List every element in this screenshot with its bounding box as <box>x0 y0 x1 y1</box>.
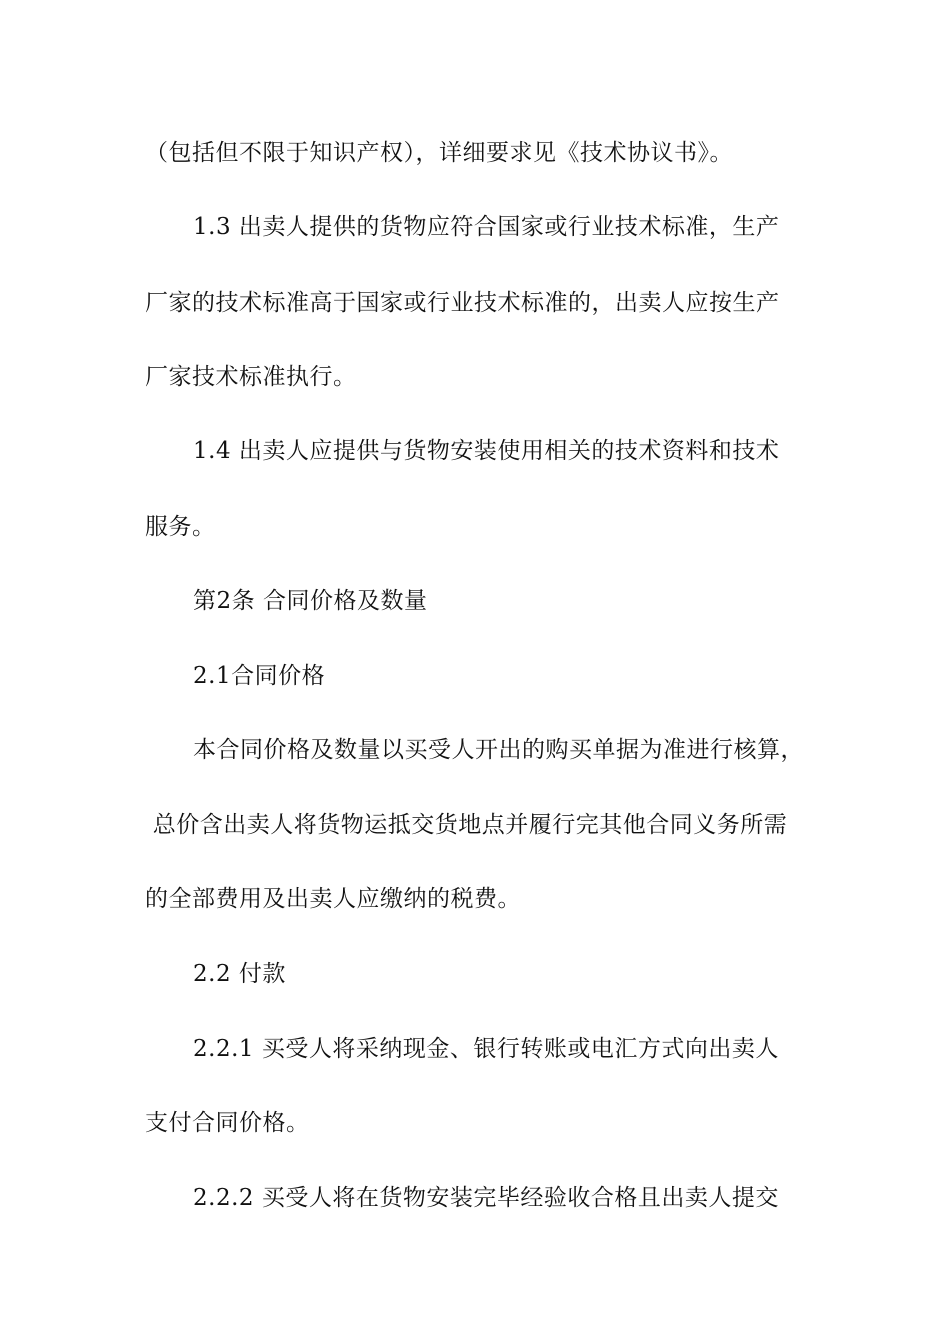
text-line: 服务。 <box>145 514 216 540</box>
text-line: 厂家的技术标准高于国家或行业技术标准的，出卖人应按生产 <box>145 290 780 316</box>
text-line: 的全部费用及出卖人应缴纳的税费。 <box>145 886 521 912</box>
clause-1-4-line: 1.4 出卖人应提供与货物安装使用相关的技术资料和技术 <box>193 438 780 464</box>
subsection-heading: 2.2 付款 <box>193 961 286 987</box>
clause-2-2-1-line: 2.2.1 买受人将采纳现金、银行转账或电汇方式向出卖人 <box>193 1036 779 1062</box>
clause-2-2-2-line: 2.2.2 买受人将在货物安装完毕经验收合格且出卖人提交 <box>193 1185 779 1211</box>
text-line: （包括但不限于知识产权），详细要求见《技术协议书》。 <box>145 140 733 166</box>
text-line: 支付合同价格。 <box>145 1110 310 1136</box>
section-heading: 第2条 合同价格及数量 <box>193 588 428 614</box>
clause-1-3-line: 1.3 出卖人提供的货物应符合国家或行业技术标准，生产 <box>193 214 780 240</box>
text-line: 厂家技术标准执行。 <box>145 364 357 390</box>
text-line: 总价含出卖人将货物运抵交货地点并履行完其他合同义务所需 <box>145 812 788 838</box>
text-line: 本合同价格及数量以买受人开出的购买单据为准进行核算， <box>193 737 804 763</box>
subsection-heading: 2.1合同价格 <box>193 663 326 689</box>
